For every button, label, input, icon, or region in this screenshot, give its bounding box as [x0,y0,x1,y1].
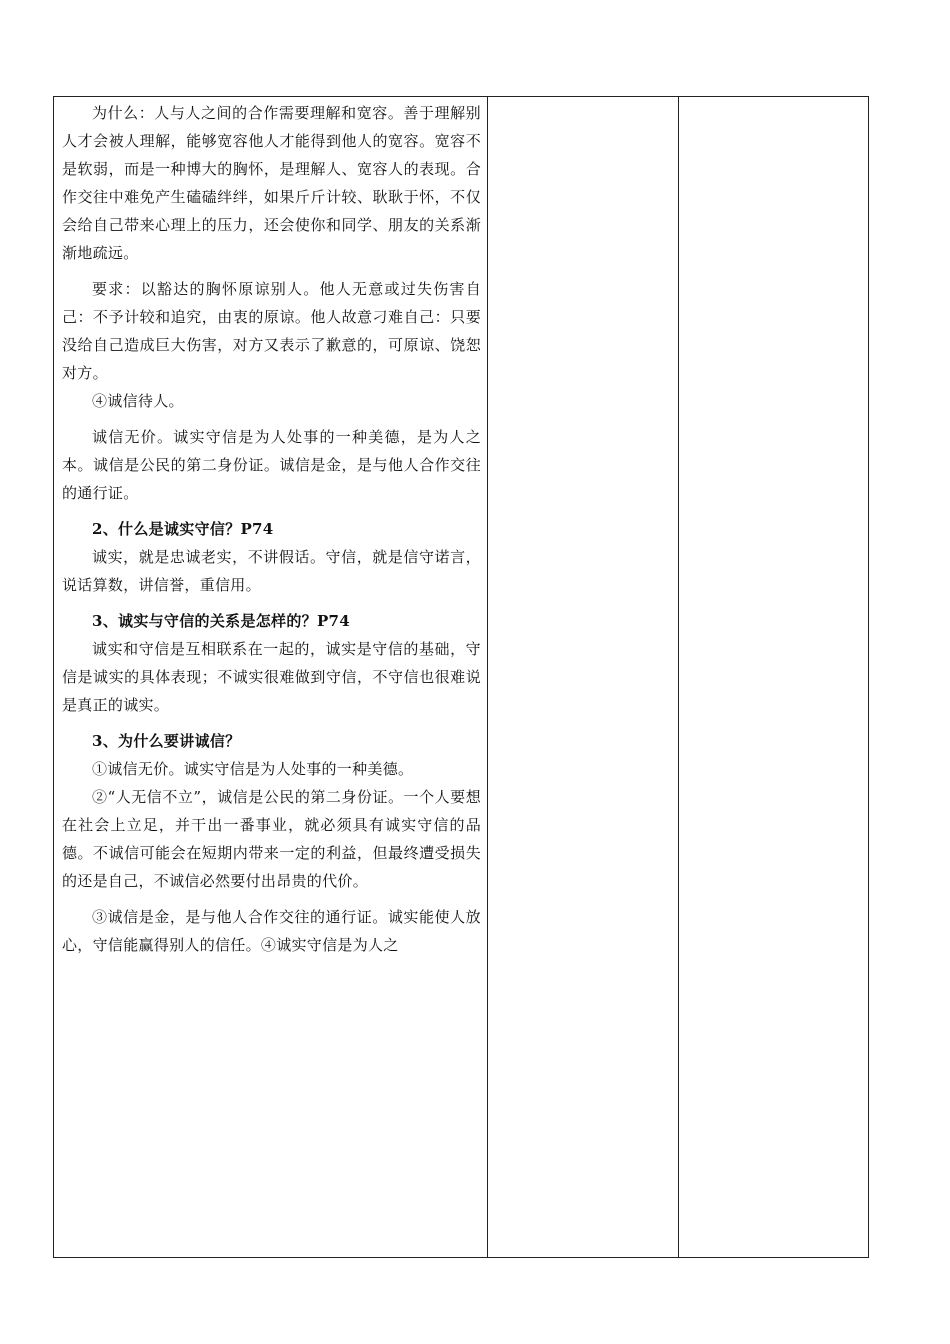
paragraph-why-tolerance: 为什么：人与人之间的合作需要理解和宽容。善于理解别人才会被人理解，能够宽容他人才能得到他人的宽容。宽容不是软弱，而是一种博大的胸怀，是理解人、宽容人的表现。合作交往中难免产生磕磕绊绊，如果斤斤计较、耿耿于怀，不仅会给自己带来心理上的压力，还会使你和同学、朋友的关系渐渐地疏远。 [62,104,481,262]
paragraph-reason-1: ①诚信无价。诚实守信是为人处事的一种美德。 [92,760,414,778]
paragraph-requirements: 要求：以豁达的胸怀原谅别人。他人无意或过失伤害自己：不予计较和追究，由衷的原谅。他人故意刁难自己：只要没给自己造成巨大伤害，对方又表示了歉意的，可原谅、饶恕对方。 [62,280,481,382]
paragraph-integrity-priceless: 诚信无价。诚实守信是为人处事的一种美德，是为人之本。诚信是公民的第二身份证。诚信是金，是与他人合作交往的通行证。 [62,428,481,502]
right-empty-cell [679,97,869,1258]
main-content-cell [54,97,488,1258]
paragraph-honest-treat: ④诚信待人。 [92,392,184,410]
paragraph-reason-3: ③诚信是金，是与他人合作交往的通行证。诚实能使人放心，守信能赢得别人的信任。④诚实守信是为人之 [62,908,481,954]
paragraph-reason-2: ②“人无信不立”，诚信是公民的第二身份证。一个人要想在社会上立足，并干出一番事业，就必须具有诚实守信的品德。不诚信可能会在短期内带来一定的利益，但最终遭受损失的还是自己，不诚信必然要付出昂贵的代价。 [62,788,481,890]
content-body [54,97,487,959]
table-row [54,97,869,1258]
document-table [53,96,869,1258]
heading-why-integrity: 3、为什么要讲诚信？ [92,732,241,750]
middle-empty-cell [488,97,679,1258]
heading-relationship: 3、诚实与守信的关系是怎样的？P74 [92,612,350,630]
paragraph-relationship: 诚实和守信是互相联系在一起的，诚实是守信的基础，守信是诚实的具体表现；不诚实很难做到守信，不守信也很难说是真正的诚实。 [62,640,481,714]
paragraph-integrity-definition: 诚实，就是忠诚老实，不讲假话。守信，就是信守诺言，说话算数，讲信誉，重信用。 [62,548,481,594]
heading-what-is-integrity: 2、什么是诚实守信？P74 [92,520,274,538]
